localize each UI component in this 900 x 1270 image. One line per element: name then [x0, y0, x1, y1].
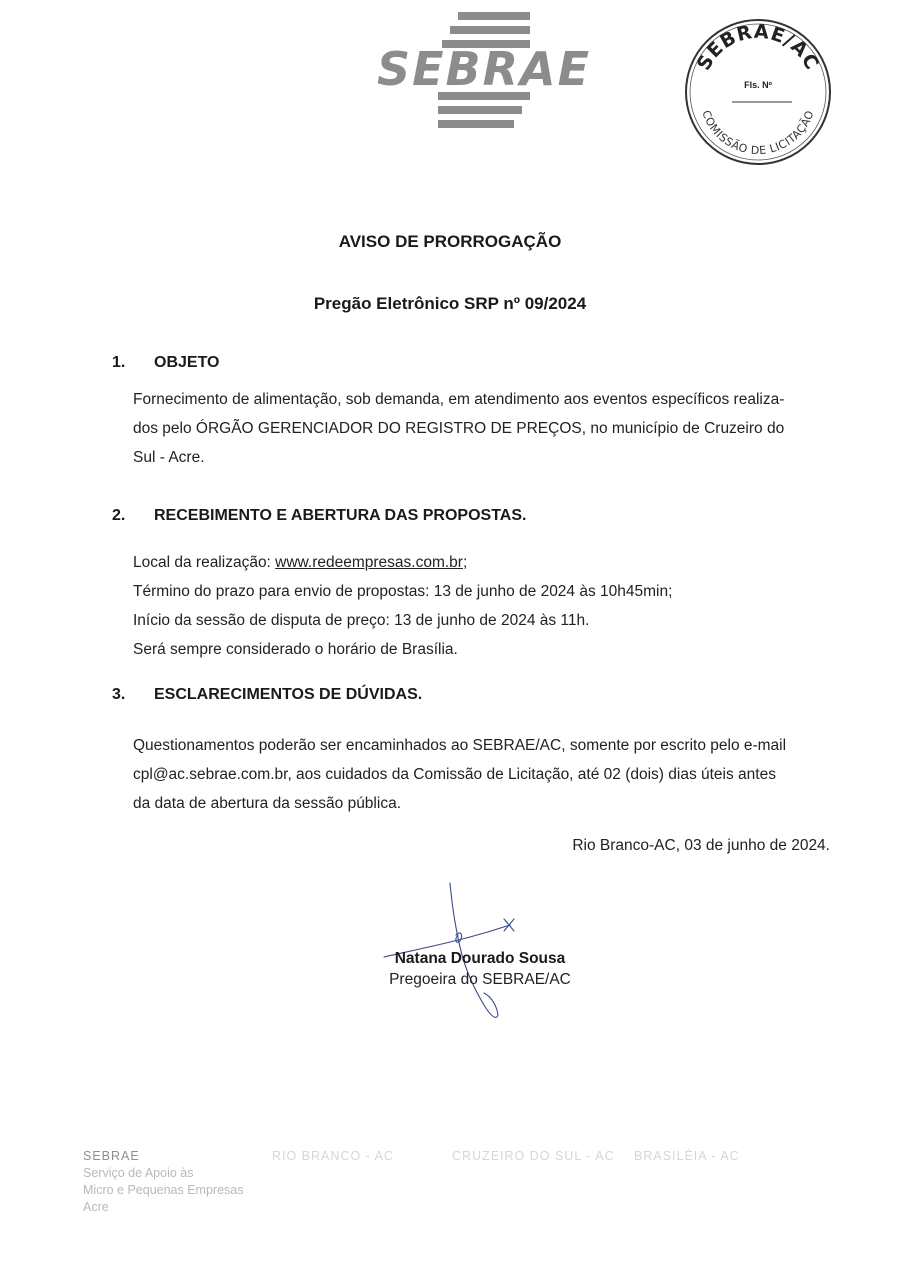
document-subtitle: Pregão Eletrônico SRP nº 09/2024	[313, 294, 587, 313]
svg-text:COMISSÃO DE LICITAÇÃO: COMISSÃO DE LICITAÇÃO	[699, 108, 817, 158]
body-line: da data de abertura da sessão pública.	[133, 795, 401, 812]
body-line: cpl@ac.sebrae.com.br, aos cuidados da Comissão de Licitação, até 02 (dois) dias úteis antes	[133, 766, 776, 783]
body-line: Término do prazo para envio de propostas: 13 de junho de 2024 às 10h45min;	[133, 583, 673, 600]
section-1-body	[133, 385, 831, 472]
footer-org-name: SEBRAE	[83, 1149, 140, 1163]
body-line: Será sempre considerado o horário de Brasília.	[133, 641, 458, 658]
section-title: RECEBIMENTO E ABERTURA DAS PROPOSTAS.	[154, 507, 527, 524]
section-2-body	[133, 548, 831, 664]
body-line: dos pelo ÓRGÃO GERENCIADOR DO REGISTRO DE PREÇOS, no município de Cruzeiro do	[133, 420, 785, 437]
local-label: Local da realização:	[133, 554, 276, 571]
footer-address-rio-branco: RIO BRANCO - AC	[272, 1149, 394, 1163]
commission-stamp	[682, 16, 834, 168]
footer-address-cruzeiro-do-sul: CRUZEIRO DO SUL - AC	[452, 1149, 615, 1163]
body-line: Fornecimento de alimentação, sob demanda, em atendimento aos eventos específicos realiza-	[133, 391, 785, 408]
signatory-role: Pregoeira do SEBRAE/AC	[389, 971, 571, 988]
section-number: 2.	[112, 507, 126, 524]
section-number: 3.	[112, 686, 126, 703]
body-line: Sul - Acre.	[133, 449, 205, 466]
document-title: AVISO DE PRORROGAÇÃO	[338, 232, 562, 251]
footer-org-line: Serviço de Apoio às	[83, 1166, 194, 1180]
footer-address-brasileia: BRASILÉIA - AC	[634, 1149, 740, 1163]
section-number: 1.	[112, 354, 126, 371]
section-2-heading	[112, 507, 526, 525]
section-1-heading	[112, 354, 220, 372]
footer-org-line: Micro e Pequenas Empresas	[83, 1183, 244, 1197]
local-suffix: ;	[462, 554, 468, 571]
body-line: Questionamentos poderão ser encaminhados ao SEBRAE/AC, somente por escrito pelo e-mail	[133, 737, 787, 754]
section-3-body	[133, 731, 831, 818]
svg-text:SEBRAE/AC: SEBRAE/AC	[692, 20, 824, 75]
date-line: Rio Branco-AC, 03 de junho de 2024.	[572, 837, 830, 854]
website-link[interactable]: www.redeempresas.com.br	[275, 554, 463, 571]
section-title: ESCLARECIMENTOS DE DÚVIDAS.	[154, 686, 423, 703]
signatory-name: Natana Dourado Sousa	[394, 950, 566, 967]
footer-organization	[83, 1148, 244, 1216]
section-3-heading	[112, 686, 422, 704]
section-title: OBJETO	[154, 354, 220, 371]
sebrae-logo	[372, 12, 600, 130]
local-line	[133, 548, 831, 577]
svg-text:SEBRAE: SEBRAE	[376, 42, 592, 96]
footer-org-line: Acre	[83, 1200, 109, 1214]
body-line: Início da sessão de disputa de preço: 13 de junho de 2024 às 11h.	[133, 612, 590, 629]
svg-text:Fls. Nº: Fls. Nº	[744, 80, 772, 90]
